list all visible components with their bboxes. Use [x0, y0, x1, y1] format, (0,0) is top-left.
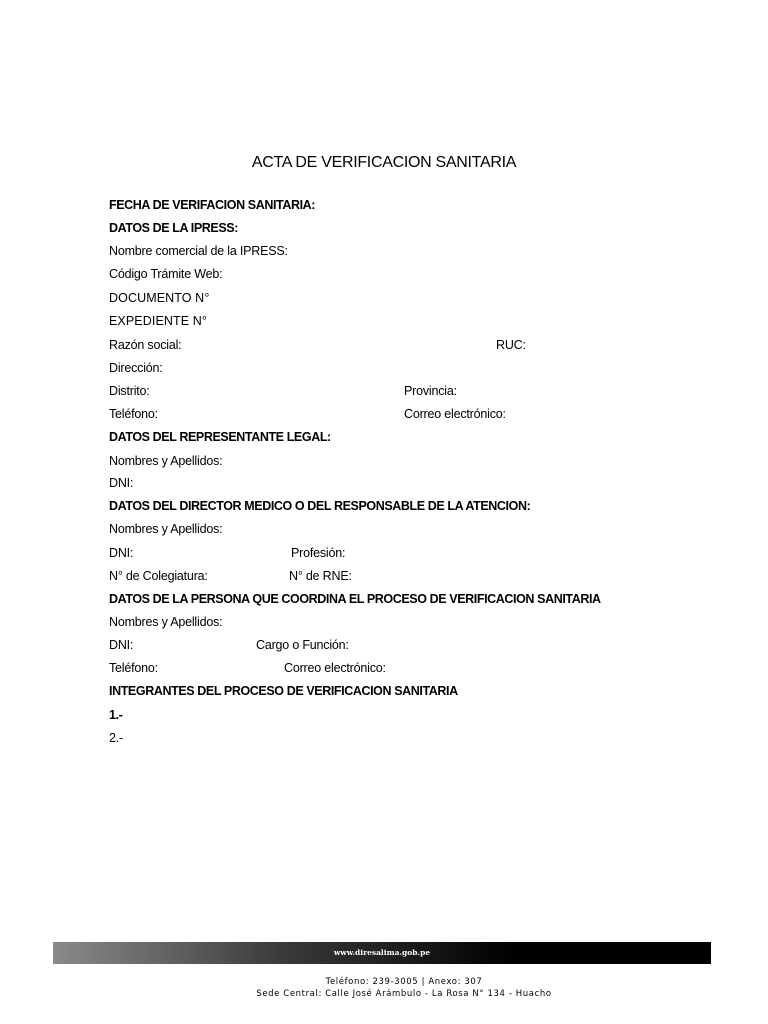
- integrante-2-item: 2.-: [109, 731, 123, 745]
- footer-website-link[interactable]: www.diresalima.gob.pe: [333, 948, 431, 957]
- coordina-correo-label: Correo electrónico:: [284, 661, 386, 675]
- integrantes-section-heading: INTEGRANTES DEL PROCESO DE VERIFICACION SANITARIA: [109, 684, 458, 698]
- direccion-label: Dirección:: [109, 361, 163, 375]
- nombre-comercial-label: Nombre comercial de la IPRESS:: [109, 244, 288, 258]
- director-section-heading: DATOS DEL DIRECTOR MEDICO O DEL RESPONSABLE DE LA ATENCION:: [109, 499, 531, 513]
- correo-label: Correo electrónico:: [404, 407, 506, 421]
- razon-social-label: Razón social:: [109, 338, 182, 352]
- footer-sede-central: Sede Central: Calle José Arámbulo - La Rosa N° 134 - Huacho: [256, 989, 552, 999]
- director-nombres-label: Nombres y Apellidos:: [109, 522, 223, 536]
- document-title: ACTA DE VERIFICACION SANITARIA: [251, 154, 517, 171]
- coordina-telefono-label: Teléfono:: [109, 661, 158, 675]
- representante-dni-label: DNI:: [109, 476, 134, 490]
- coordina-section-heading: DATOS DE LA PERSONA QUE COORDINA EL PROCESO DE VERIFICACION SANITARIA: [109, 592, 601, 606]
- representante-nombres-label: Nombres y Apellidos:: [109, 454, 223, 468]
- provincia-label: Provincia:: [404, 384, 457, 398]
- ruc-label: RUC:: [496, 338, 526, 352]
- director-rne-label: N° de RNE:: [289, 569, 352, 583]
- coordina-dni-label: DNI:: [109, 638, 134, 652]
- director-dni-label: DNI:: [109, 546, 134, 560]
- director-profesion-label: Profesión:: [291, 546, 346, 560]
- coordina-cargo-label: Cargo o Función:: [256, 638, 349, 652]
- telefono-label: Teléfono:: [109, 407, 158, 421]
- coordina-nombres-label: Nombres y Apellidos:: [109, 615, 223, 629]
- expediente-numero-label: EXPEDIENTE N°: [109, 314, 207, 328]
- representante-section-heading: DATOS DEL REPRESENTANTE LEGAL:: [109, 430, 331, 444]
- integrante-1-item: 1.-: [109, 708, 123, 722]
- ipress-section-heading: DATOS DE LA IPRESS:: [109, 221, 238, 235]
- documento-numero-label: DOCUMENTO N°: [109, 291, 210, 305]
- director-colegiatura-label: N° de Colegiatura:: [109, 569, 208, 583]
- footer-telefono: Teléfono: 239-3005 | Anexo: 307: [325, 977, 483, 987]
- distrito-label: Distrito:: [109, 384, 150, 398]
- footer-website-bar: [53, 942, 711, 964]
- fecha-verificacion-label: FECHA DE VERIFACION SANITARIA:: [109, 198, 316, 212]
- codigo-tramite-label: Código Trámite Web:: [109, 267, 223, 281]
